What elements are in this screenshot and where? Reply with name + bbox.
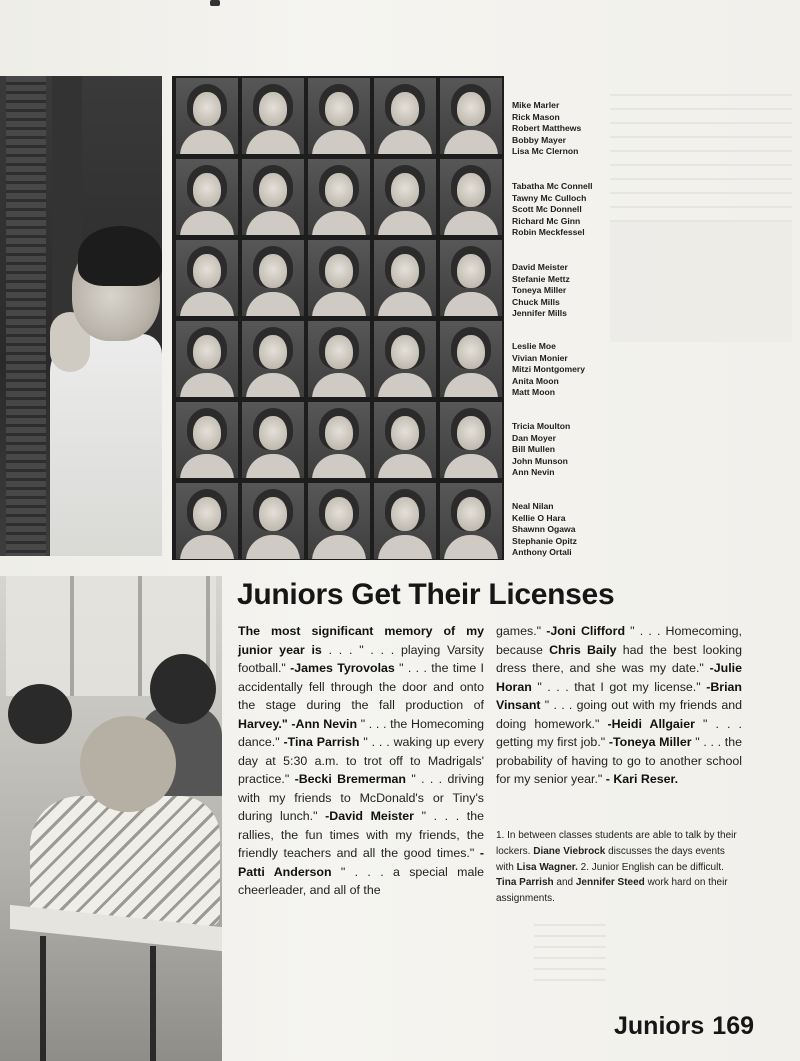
student-name: Bill Mullen: [512, 444, 555, 455]
portrait-shoulders: [246, 535, 300, 559]
student-portrait: [242, 78, 304, 154]
quote-attribution: Lisa Wagner.: [516, 861, 578, 873]
quote-text: " . . . that I got my license.": [531, 679, 707, 694]
article-headline: Juniors Get Their Licenses: [237, 578, 615, 611]
quote-text: " . . . waking up every day at 5:30 a.m. to trot off to Madrigals' practice.": [238, 735, 484, 786]
student-name: Matt Moon: [512, 387, 555, 398]
student-name: Vivian Monier: [512, 352, 568, 363]
portrait-shoulders: [180, 535, 234, 559]
portrait-name-list: [512, 501, 612, 559]
portrait-face: [325, 254, 353, 288]
student-name: Leslie Moe: [512, 341, 556, 351]
student-portrait: [374, 159, 436, 235]
portrait-shoulders: [378, 130, 432, 154]
quote-text: work hard on their assignments.: [496, 877, 728, 905]
bleed-through-text: [534, 915, 606, 985]
quote-text: " . . . getting my first job.": [496, 716, 742, 749]
portrait-face: [391, 497, 419, 531]
portrait-shoulders: [312, 454, 366, 478]
portrait-shoulders: [246, 373, 300, 397]
student-name: Bobby Mayer: [512, 134, 566, 145]
quote-attribution: - Kari Reser.: [605, 772, 679, 786]
portrait-face: [259, 497, 287, 531]
student-name: Tricia Moulton: [512, 421, 571, 431]
portrait-face: [457, 173, 485, 207]
student-name: Stephanie Opitz: [512, 535, 577, 546]
student-name: Ann Nevin: [512, 467, 555, 478]
quote-text: " . . . the probability of having to go to another school for my senior year.": [496, 735, 742, 786]
student-portrait: [374, 78, 436, 154]
portrait-shoulders: [180, 454, 234, 478]
student-name: Lisa Mc Clernon: [512, 146, 579, 157]
portrait-shoulders: [312, 535, 366, 559]
portrait-grid: [172, 76, 504, 560]
quote-text: " . . . the time I accidentally fell through the door and onto the stage during the fall production of: [238, 661, 484, 712]
locker-door: [6, 76, 46, 556]
student-portrait: [374, 483, 436, 559]
quote-text: " . . . the rallies, the fun times with my friends, the friendly teachers and all the good times.": [238, 809, 484, 860]
quote-attribution: -Patti Anderson: [238, 846, 484, 879]
quote-text: 2. Junior English can be difficult.: [577, 861, 724, 873]
portrait-shoulders: [378, 535, 432, 559]
quote-text: " . . . a special male cheerleader, and all of the: [238, 864, 484, 897]
desk-leg: [150, 946, 156, 1061]
portrait-shoulders: [246, 292, 300, 316]
student-portrait: [440, 159, 502, 235]
quote-attribution: Diane Viebrock: [533, 845, 606, 857]
bleed-through-text: [610, 82, 792, 222]
portrait-shoulders: [444, 211, 498, 235]
student-name: Neal Nilan: [512, 501, 554, 511]
portrait-shoulders: [312, 211, 366, 235]
quote-text: " . . . the Homecoming dance.": [238, 716, 484, 749]
article-column-right: [496, 622, 742, 789]
student-name: John Munson: [512, 455, 568, 466]
student-name: Tabatha Mc Connell: [512, 181, 593, 191]
portrait-shoulders: [378, 211, 432, 235]
portrait-face: [325, 335, 353, 369]
portrait-face: [259, 92, 287, 126]
quote-text: " . . . going out with my friends and doing homework.": [496, 698, 742, 731]
student-name: Jennifer Mills: [512, 308, 567, 319]
portrait-shoulders: [444, 130, 498, 154]
desk-leg: [40, 936, 46, 1061]
portrait-shoulders: [246, 454, 300, 478]
portrait-shoulders: [180, 292, 234, 316]
portrait-shoulders: [444, 373, 498, 397]
student-name: Dan Moyer: [512, 432, 556, 443]
portrait-shoulders: [312, 292, 366, 316]
quote-text: . . . " . . . playing Varsity football.": [238, 642, 484, 675]
portrait-shoulders: [180, 130, 234, 154]
portrait-shoulders: [180, 211, 234, 235]
quote-attribution: -Julie Horan: [496, 661, 742, 694]
bleed-through-block: [610, 222, 792, 342]
student-name: Anthony Ortali: [512, 547, 572, 558]
student-portrait: [308, 159, 370, 235]
student-portrait: [308, 78, 370, 154]
portrait-shoulders: [312, 130, 366, 154]
student-portrait: [374, 402, 436, 478]
portrait-shoulders: [444, 292, 498, 316]
student-portrait: [308, 321, 370, 397]
student-portrait: [176, 240, 238, 316]
quote-text: " . . . Homecoming, because: [496, 624, 742, 657]
student-portrait: [440, 402, 502, 478]
quote-text: and: [553, 877, 576, 889]
student-name: Mike Marler: [512, 100, 560, 110]
student-sweater: [30, 796, 220, 926]
quote-attribution: -Joni Clifford: [546, 624, 626, 638]
portrait-face: [457, 92, 485, 126]
portrait-shoulders: [378, 454, 432, 478]
portrait-shoulders: [246, 211, 300, 235]
portrait-name-list: [512, 100, 612, 158]
portrait-face: [457, 416, 485, 450]
quote-attribution: -David Meister: [325, 809, 414, 823]
student-portrait: [308, 402, 370, 478]
portrait-shoulders: [312, 373, 366, 397]
student-name: Anita Moon: [512, 375, 559, 386]
portrait-shoulders: [246, 130, 300, 154]
photo-caption: [496, 828, 742, 907]
quote-text: 1. In between classes students are able to talk by their lockers.: [496, 830, 737, 857]
quote-attribution: -Brian Vinsant: [496, 679, 742, 712]
student-portrait: [176, 159, 238, 235]
student-name: Richard Mc Ginn: [512, 215, 581, 226]
portrait-face: [193, 335, 221, 369]
student-portrait: [440, 321, 502, 397]
portrait-shoulders: [378, 373, 432, 397]
portrait-face: [259, 416, 287, 450]
folio-page-number: 169: [712, 1012, 755, 1040]
quote-attribution: -Heidi Allgaier: [607, 716, 695, 731]
student-portrait: [242, 483, 304, 559]
student-portrait: [440, 78, 502, 154]
portrait-face: [193, 92, 221, 126]
folio-section: Juniors: [614, 1012, 705, 1040]
portrait-face: [457, 335, 485, 369]
student-portrait: [440, 483, 502, 559]
portrait-name-list: [512, 421, 612, 479]
student-name: Shawnn Ogawa: [512, 524, 576, 535]
student-portrait: [440, 240, 502, 316]
portrait-face: [391, 254, 419, 288]
student-name: Rick Mason: [512, 111, 560, 122]
student-portrait: [176, 402, 238, 478]
portrait-face: [259, 173, 287, 207]
portrait-face: [325, 173, 353, 207]
student-portrait: [308, 240, 370, 316]
quote-attribution: -Becki Bremerman: [294, 772, 406, 786]
quote-text: " . . . driving with my friends to McDonald's or Tiny's during lunch.": [238, 772, 484, 823]
quote-attribution: Harvey." -Ann Nevin: [238, 716, 358, 731]
portrait-shoulders: [444, 535, 498, 559]
portrait-shoulders: [444, 454, 498, 478]
student-hair: [78, 226, 162, 286]
quote-attribution: Jennifer Steed: [575, 877, 645, 889]
student-name: Kellie O Hara: [512, 512, 566, 523]
student-portrait: [242, 159, 304, 235]
student-name: Tawny Mc Culloch: [512, 192, 587, 203]
quote-attribution: The most significant memory of my junior year is: [238, 624, 484, 657]
quote-text: games.": [496, 624, 547, 638]
background-student-head: [150, 654, 216, 724]
portrait-face: [391, 416, 419, 450]
student-name: Stefanie Mettz: [512, 273, 570, 284]
quote-attribution: -Tina Parrish: [283, 735, 360, 749]
quote-attribution: -James Tyrovolas: [290, 661, 395, 675]
page-folio: [614, 1012, 754, 1041]
portrait-face: [457, 254, 485, 288]
student-portrait: [176, 321, 238, 397]
quote-attribution: Chris Baily: [549, 642, 617, 657]
quote-attribution: -Toneya Miller: [608, 735, 692, 749]
portrait-shoulders: [180, 373, 234, 397]
portrait-name-list: [512, 262, 612, 320]
student-name: Mitzi Montgomery: [512, 364, 586, 375]
background-student-head-left: [8, 684, 72, 744]
print-mark: [210, 0, 220, 6]
portrait-face: [457, 497, 485, 531]
portrait-shoulders: [378, 292, 432, 316]
student-name: Scott Mc Donnell: [512, 204, 582, 215]
portrait-face: [325, 497, 353, 531]
portrait-face: [391, 92, 419, 126]
article-column-left: [238, 622, 484, 900]
student-portrait: [176, 78, 238, 154]
student-name: Robert Matthews: [512, 123, 582, 134]
classroom-photo: [0, 576, 222, 1061]
portrait-face: [259, 254, 287, 288]
student-name: Toneya Miller: [512, 285, 567, 296]
portrait-face: [193, 416, 221, 450]
student-name: David Meister: [512, 262, 568, 272]
student-head: [80, 716, 176, 812]
portrait-face: [259, 335, 287, 369]
student-portrait: [374, 321, 436, 397]
portrait-face: [325, 416, 353, 450]
portrait-face: [193, 173, 221, 207]
student-name: Chuck Mills: [512, 296, 560, 307]
portrait-face: [193, 254, 221, 288]
portrait-face: [391, 173, 419, 207]
student-portrait: [242, 402, 304, 478]
student-name: Robin Meckfessel: [512, 227, 585, 238]
portrait-face: [391, 335, 419, 369]
student-portrait: [176, 483, 238, 559]
locker-photo: [0, 76, 162, 556]
portrait-face: [193, 497, 221, 531]
student-portrait: [242, 321, 304, 397]
student-portrait: [374, 240, 436, 316]
student-portrait: [308, 483, 370, 559]
portrait-name-list: [512, 341, 612, 399]
quote-text: discusses the days events with: [496, 845, 725, 873]
portrait-name-list: [512, 181, 612, 239]
portrait-face: [325, 92, 353, 126]
quote-attribution: Tina Parrish: [496, 877, 554, 889]
student-portrait: [242, 240, 304, 316]
quote-text: had the best looking dress there, and she was my date.": [496, 642, 742, 675]
